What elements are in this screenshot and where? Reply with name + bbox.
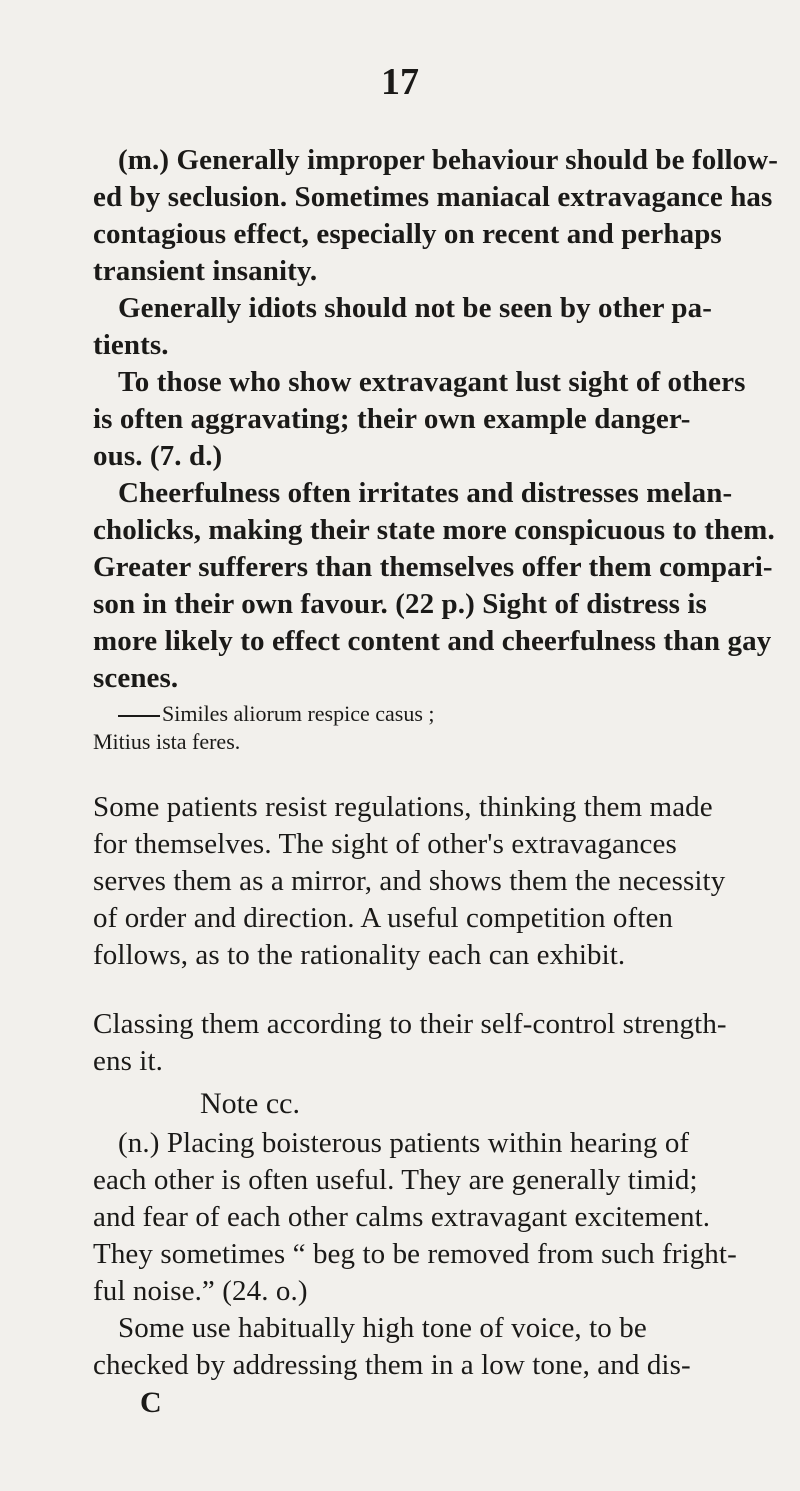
text-line: scenes. [93, 662, 179, 694]
text-line: Greater sufferers than themselves offer them compari- [93, 551, 773, 583]
text-line: more likely to effect content and cheerfulness than gay [93, 625, 772, 657]
text-line: of order and direction. A useful competition often [93, 902, 674, 934]
text-line: ous. (7. d.) [93, 440, 223, 472]
page-number: 17 [381, 61, 419, 103]
text-line: transient insanity. [93, 255, 318, 287]
text-line: Generally idiots should not be seen by other pa- [118, 292, 712, 324]
quote-text: Similes aliorum respice casus ; [162, 701, 435, 726]
text-line: serves them as a mirror, and shows them the necessity [93, 865, 726, 897]
text-line: (n.) Placing boisterous patients within hearing of [118, 1127, 690, 1159]
text-line: ful noise.” (24. o.) [93, 1275, 308, 1307]
text-line: Cheerfulness often irritates and distresses melan- [118, 477, 733, 509]
text-line: is often aggravating; their own example danger- [93, 403, 691, 435]
text-line: contagious effect, especially on recent and perhaps [93, 218, 722, 250]
text-line: ens it. [93, 1045, 163, 1077]
note-heading: Note cc. [200, 1087, 300, 1120]
text-line: (m.) Generally improper behaviour should be follow- [118, 144, 779, 176]
text-line: tients. [93, 329, 169, 361]
signature-mark: C [140, 1386, 162, 1419]
text-line: for themselves. The sight of other's extravagances [93, 828, 677, 860]
latin-quote-line [118, 700, 435, 728]
text-line: ed by seclusion. Sometimes maniacal extravagance has [93, 181, 773, 213]
text-line: They sometimes “ beg to be removed from such fright- [93, 1238, 737, 1270]
text-line: Classing them according to their self-control strength- [93, 1008, 727, 1040]
text-line: and fear of each other calms extravagant excitement. [93, 1201, 711, 1233]
text-line: each other is often useful. They are generally timid; [93, 1164, 698, 1196]
latin-quote-line: Mitius ista feres. [93, 729, 241, 754]
text-line: follows, as to the rationality each can exhibit. [93, 939, 626, 971]
text-line: son in their own favour. (22 p.) Sight of distress is [93, 588, 707, 620]
text-line: Some use habitually high tone of voice, to be [118, 1312, 647, 1344]
text-line: To those who show extravagant lust sight of others [118, 366, 746, 398]
em-dash-rule [118, 715, 160, 717]
text-line: Some patients resist regulations, thinking them made [93, 791, 713, 823]
text-line: cholicks, making their state more conspicuous to them. [93, 514, 775, 546]
text-line: checked by addressing them in a low tone, and dis- [93, 1349, 691, 1381]
